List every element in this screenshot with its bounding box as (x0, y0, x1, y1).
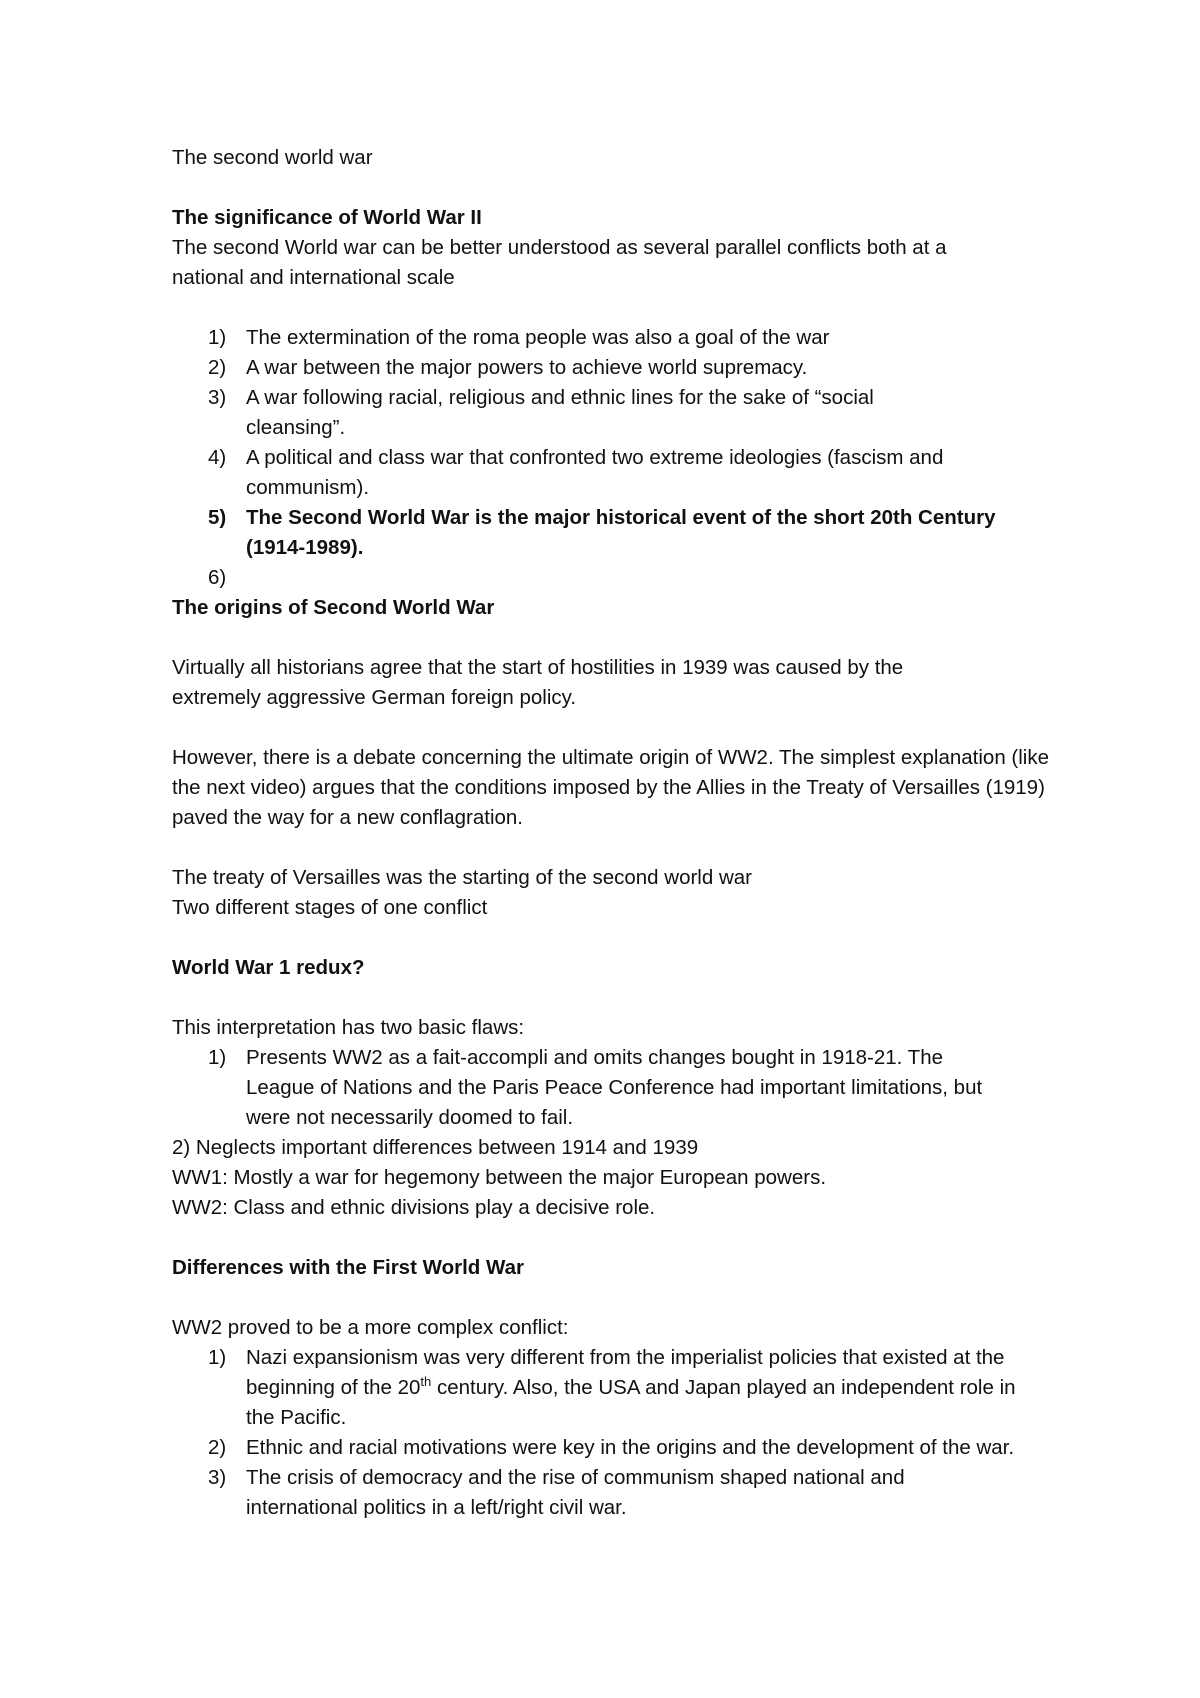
significance-intro: The second World war can be better understood as several parallel conflicts both at a national and international scale (172, 236, 947, 289)
section-heading-differences: Differences with the First World War (172, 1256, 524, 1279)
spacer (172, 293, 1052, 323)
origins-paragraph-2: However, there is a debate concerning the ultimate origin of WW2. The simplest explanation (like the next video) argues that the conditions imposed by the Allies in the Treaty of Versailles (1919) paved the way for a new conflagration. (172, 746, 1050, 829)
spacer (172, 1283, 1052, 1313)
redux-line-1: 2) Neglects important differences between 1914 and 1939 (172, 1136, 699, 1159)
superscript-ordinal: th (420, 1374, 432, 1390)
differences-intro: WW2 proved to be a more complex conflict: (172, 1316, 569, 1339)
spacer (172, 983, 1052, 1013)
list-marker: 1) (208, 326, 227, 349)
list-item (172, 323, 972, 353)
origins-line-2: Two different stages of one conflict (172, 896, 488, 919)
list-marker: 5) (208, 506, 227, 529)
list-marker: 3) (208, 386, 227, 409)
section-heading-significance: The significance of World War II (172, 206, 482, 229)
list-item (172, 503, 996, 563)
spacer (172, 623, 1052, 653)
list-item-text: A war following racial, religious and ethnic lines for the sake of “social cleansing”. (246, 386, 874, 439)
list-marker: 4) (208, 446, 227, 469)
list-item-text: A war between the major powers to achieve world supremacy. (246, 356, 808, 379)
list-item (172, 1043, 1052, 1133)
list-item-text: Presents WW2 as a fait-accompli and omits changes bought in 1918-21. The League of Nations and the Paris Peace Conference had important limitations, but were not necessarily doomed to fail. (246, 1046, 983, 1129)
list-item (172, 1433, 1052, 1463)
list-item-text: Ethnic and racial motivations were key in the origins and the development of the war. (246, 1436, 1015, 1459)
list-item (172, 1343, 1052, 1433)
list-marker: 6) (208, 566, 227, 589)
list-item (172, 1463, 1052, 1523)
list-item-text (246, 1343, 1026, 1433)
redux-intro: This interpretation has two basic flaws: (172, 1016, 525, 1039)
section-heading-redux: World War 1 redux? (172, 956, 365, 979)
list-item-text-part: century. Also, the USA and Japan played an independent role in the Pacific. (246, 1376, 1016, 1429)
list-marker: 3) (208, 1466, 227, 1489)
list-item-text: A political and class war that confronted two extreme ideologies (fascism and communism). (246, 446, 944, 499)
list-item (172, 563, 972, 593)
list-marker: 1) (208, 1046, 227, 1069)
redux-line-3: WW2: Class and ethnic divisions play a decisive role. (172, 1196, 656, 1219)
list-item (172, 383, 972, 443)
spacer (172, 1223, 1052, 1253)
list-item-text: The crisis of democracy and the rise of communism shaped national and international politics in a left/right civil war. (246, 1466, 905, 1519)
list-item-text: The Second World War is the major historical event of the short 20th Century (1914-1989). (246, 506, 996, 559)
spacer (172, 833, 1052, 863)
list-item-text-part: Nazi expansionism was very different from the imperialist policies that existed at the beginning of the 20 (246, 1346, 1005, 1399)
document-page (172, 143, 1052, 1523)
list-marker: 2) (208, 1436, 227, 1459)
origins-line-1: The treaty of Versailles was the starting of the second world war (172, 866, 752, 889)
significance-list (172, 323, 996, 593)
document-title: The second world war (172, 146, 373, 169)
list-item-text: The extermination of the roma people was also a goal of the war (246, 326, 830, 349)
redux-line-2: WW1: Mostly a war for hegemony between the major European powers. (172, 1166, 827, 1189)
spacer (172, 923, 1052, 953)
differences-list (172, 1343, 1052, 1523)
spacer (172, 713, 1052, 743)
redux-list (172, 1043, 1052, 1133)
origins-paragraph-1: Virtually all historians agree that the start of hostilities in 1939 was caused by the extremely aggressive German foreign policy. (172, 656, 904, 709)
spacer (172, 173, 1052, 203)
list-item (172, 353, 972, 383)
list-item (172, 443, 972, 503)
list-marker: 2) (208, 356, 227, 379)
section-heading-origins: The origins of Second World War (172, 596, 495, 619)
list-marker: 1) (208, 1346, 227, 1369)
